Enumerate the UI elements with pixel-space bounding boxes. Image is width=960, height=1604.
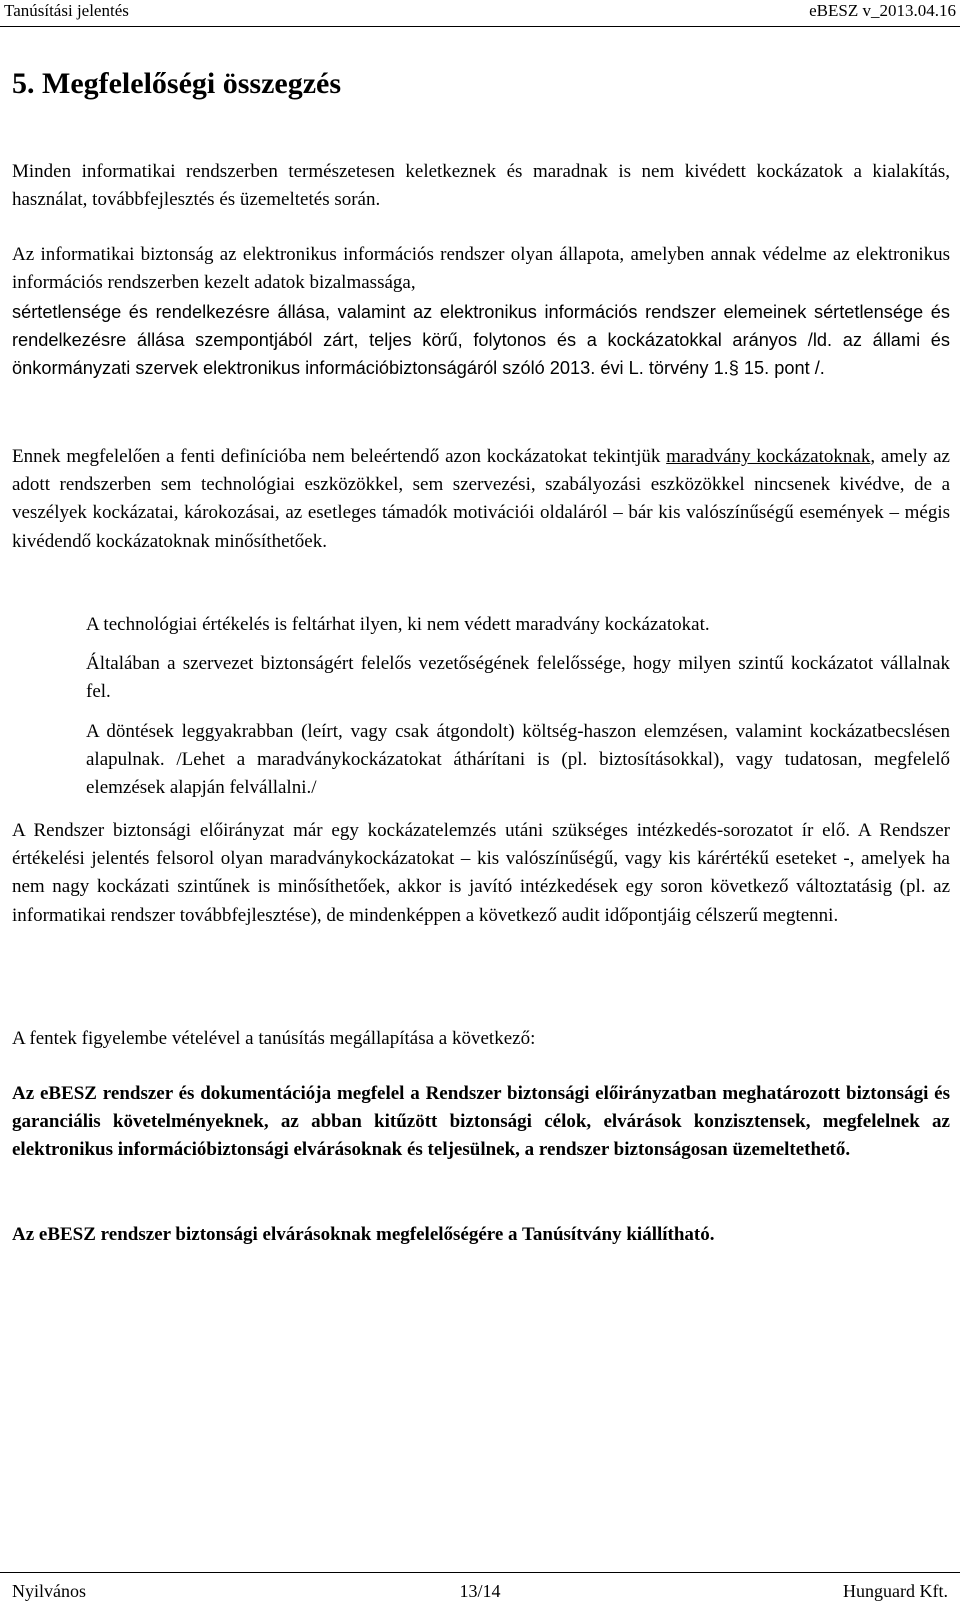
page-header (0, 0, 960, 22)
residual-risk-text-start: Ennek megfelelően a fenti definícióba nem beleértendő azon kockázatokat tekintjük (12, 446, 667, 467)
residual-risk-term: maradvány kockázatoknak (666, 446, 871, 467)
footer-company: Hunguard Kft. (843, 1581, 948, 1601)
indented-paragraph-technology: A technológiai értékelés is feltárhat ilyen, ki nem védett maradvány kockázatokat. (86, 614, 710, 635)
paragraph-residual-risk (12, 443, 950, 556)
indented-paragraph-decisions: A döntések leggyakrabban (leírt, vagy csak átgondolt) költség-haszon elemzésen, valamint kockázatbecslésen alapulnak. /Lehet a maradványkockázatokat áthárítani is (pl. biztosításokkal), vagy tudatosan, megfelelő elemzések alapján felvállalni./ (86, 721, 950, 799)
paragraph-certificate-statement: Az eBESZ rendszer biztonsági elvárásoknak megfelelőségére a Tanúsítvány kiállítható. (12, 1224, 715, 1245)
residual-risk-text-end: , amely az adott rendszerben sem technológiai eszközökkel, sem szervezési, szabályozási eszközökkel nincsenek kivédve, de a veszélyek kockázatai, károkozásai, az esetleges támadók motivációi oldaláról – bár kis valószínűségű események – mégis kivédendő kockázatoknak minősíthetőek. (12, 446, 950, 552)
paragraph-definition-b: sértetlensége és rendelkezésre állása, valamint az elektronikus információs rendszer elemeinek sértetlensége és rendelkezésre állása szempontjából zárt, teljes körű, folytonos és a kockázatokkal arányos /ld. az állami és önkormányzati szervek elektronikus információbiztonságáról szóló 2013. évi L. törvény 1.§ 15. pont /. (12, 302, 950, 379)
footer-divider (0, 1572, 960, 1573)
paragraph-definition-a: Az informatikai biztonság az elektronikus információs rendszer olyan állapota, amelyben annak védelme az elektronikus információs rendszerben kezelt adatok bizalmassága, (12, 244, 950, 294)
paragraph-intro: Minden informatikai rendszerben természetesen keletkeznek és maradnak is nem kivédett kockázatok a kialakítás, használat, továbbfejlesztés és üzemeltetés során. (12, 161, 950, 211)
paragraph-security-target: A Rendszer biztonsági előirányzat már egy kockázatelemzés utáni szükséges intézkedés-sorozatot ír elő. A Rendszer értékelési jelentés felsorol olyan maradványkockázatokat – kis valószínűségű, vagy kis kárértékű eseteket -, amelyek ha nem nagy kockázati szintűnek is minősíthetőek, akkor is javító intézkedések egy soron következő változtatásig (pl. az informatikai rendszer továbbfejlesztése), de mindenképpen a következő audit időpontjáig célszerű megtenni. (12, 820, 950, 926)
section-title: 5. Megfelelőségi összegzés (12, 67, 342, 100)
header-document-title: Tanúsítási jelentés (4, 1, 129, 20)
header-version: eBESZ v_2013.04.16 (809, 1, 956, 20)
footer-page-number: 13/14 (459, 1581, 501, 1601)
header-divider (0, 26, 960, 27)
indented-paragraph-management: Általában a szervezet biztonságért felelős vezetőségének felelőssége, hogy milyen szintű kockázatot vállalnak fel. (86, 653, 950, 703)
footer-classification: Nyilvános (12, 1581, 86, 1601)
paragraph-conclusion-compliance: Az eBESZ rendszer és dokumentációja megfelel a Rendszer biztonsági előirányzatban meghatározott biztonsági és garanciális követelményeknek, az abban kitűzött biztonsági célok, elvárások konzisztensek, megfelelnek az elektronikus információbiztonsági elvárásoknak és teljesülnek, a rendszer biztonságosan üzemeltethető. (12, 1083, 950, 1161)
page-footer (0, 1580, 960, 1602)
paragraph-conclusion-intro: A fentek figyelembe vételével a tanúsítás megállapítása a következő: (12, 1028, 536, 1049)
